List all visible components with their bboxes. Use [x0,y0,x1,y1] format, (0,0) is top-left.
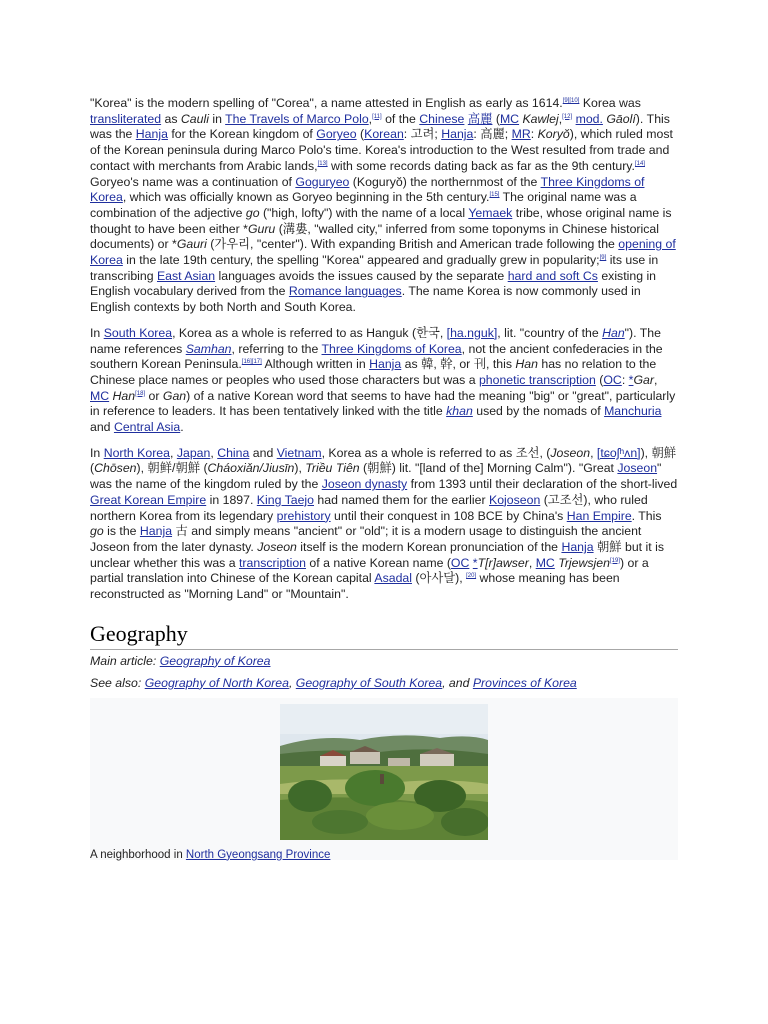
citation-link[interactable]: [9] [599,254,607,261]
text-run: ( [492,111,500,126]
text-run: . The name Korea is now commonly used in English contexts by both North and South Korea. [90,284,641,315]
text-run: of the [381,111,420,126]
inline-link[interactable]: 高麗 [467,111,493,126]
inline-link[interactable]: South Korea [103,325,173,340]
text-run: , [170,445,177,460]
see-also-note [90,674,678,692]
text-run: ( [356,127,365,142]
text-run: : [621,372,629,387]
inline-link[interactable]: Three Kingdoms of Korea [90,174,645,205]
text-run: In [90,325,104,340]
text-run: for the Korean kingdom of [167,127,317,142]
text-run: , not the ancient confederacies in the southern Korean Peninsula. [90,341,663,372]
text-run: had named them for the earlier [314,492,489,507]
text-run: has no relation to the Chinese place names or peoples who used those characters but was a [90,357,657,387]
text-run: T[r]awser [477,555,529,570]
inline-link[interactable]: phonetic transcription [478,372,596,387]
text-run: Korea was [579,96,641,110]
main-article-prefix: Main article: [90,653,160,668]
text-run: (Koguryŏ) the northernmost of the [349,174,541,189]
inline-link[interactable]: Great Korean Empire [90,492,207,507]
inline-link[interactable]: hard and soft Cs [507,268,598,283]
landscape-image [280,704,488,840]
text-run: Han [112,388,136,403]
text-run: , referring to the [231,341,322,356]
text-run: languages avoids the issues caused by the separate [215,268,508,283]
citation-ref[interactable] [242,359,262,365]
inline-link[interactable]: Han Empire [566,508,632,523]
text-run: The original name was a combination of the adjective [90,190,637,220]
text-run: ). This was the [90,111,670,142]
inline-link[interactable]: * [472,555,478,570]
text-run: ) or a partial translation into Chinese of the Korean capital [90,555,649,586]
text-run: , [590,445,597,460]
text-run: Gar [633,372,654,387]
main-article-link[interactable]: Geography of Korea [159,653,271,668]
inline-link[interactable]: transliterated [90,111,162,126]
main-article-note [90,652,678,670]
caption-prefix: A neighborhood in [90,848,186,861]
text-run: , lit. "country of the [497,325,603,340]
see-also-sep: , and [442,675,473,690]
citation-ref[interactable] [489,192,499,198]
citation-ref[interactable] [610,558,620,564]
text-run: ("high, lofty") with the name of a local [259,205,469,220]
text-run: , [558,111,563,126]
citation-ref[interactable] [466,573,476,579]
text-run: Cauli [180,111,209,126]
intro-paragraphs [90,96,678,603]
text-run: Chōsen [94,461,137,476]
text-run: Cháoxiǎn/Jiusīn [207,461,295,476]
inline-link[interactable]: Three Kingdoms of Korea [321,341,462,356]
inline-link[interactable]: Yemaek [468,205,513,220]
see-also-link-south[interactable]: Geography of South Korea [295,675,443,690]
inline-link[interactable]: OC [603,372,622,387]
text-run: whose meaning has been reconstructed as "Morning Land" or "Mountain". [90,571,620,602]
inline-link[interactable]: transcription [239,555,306,570]
text-run: (아사달), [411,571,467,586]
text-run: (고조선), who ruled northern Korea from its legendary [90,492,648,523]
text-run: Joseon [257,539,297,554]
inline-link[interactable]: Hanja [139,524,173,539]
paragraph [90,326,678,436]
citation-link[interactable]: [9][10] [562,97,580,104]
text-run: Triều Tiên [305,461,360,476]
inline-link[interactable]: Asadal [374,571,412,586]
citation-link[interactable]: [20] [466,573,477,580]
article-body [90,96,678,862]
inline-link[interactable]: [tɕoʃʰʌn] [596,445,641,460]
inline-link[interactable]: Hanja [561,539,594,554]
inline-link[interactable]: Chinese [419,111,465,126]
text-run: , [368,111,373,126]
figure-caption [90,848,678,862]
text-run: : 고려; [403,127,442,142]
text-run: , [653,372,658,387]
see-also-link-north[interactable]: Geography of North Korea [144,675,289,690]
text-run: ( [595,372,604,387]
text-run: Kawlej [522,111,559,126]
inline-link[interactable]: mod. [575,111,603,126]
text-run: ), 朝鲜/朝鮮 ( [136,461,208,476]
citation-link[interactable]: [13] [317,160,328,167]
citation-link[interactable]: [18] [135,390,146,397]
caption-link[interactable]: North Gyeongsang Province [185,848,331,861]
text-run: ), [294,461,306,476]
inline-link[interactable]: opening of Korea [90,237,676,268]
text-run: Gauri [176,237,207,252]
text-run: in [208,111,226,126]
text-run: until their conquest in 108 BCE by China's [330,508,567,523]
inline-link[interactable]: China [217,445,250,460]
inline-link[interactable]: Kojoseon [489,492,541,507]
inline-link[interactable]: The Travels of Marco Polo [225,111,369,126]
inline-link[interactable]: Korean [364,127,404,142]
citation-link[interactable]: [12] [562,113,573,120]
text-run: existing in English vocabulary derived from the [90,268,657,299]
citation-link[interactable]: [14] [634,160,645,167]
inline-link[interactable]: Central Asia [113,420,181,435]
inline-link[interactable]: North Korea [103,445,170,460]
text-run: ), 朝鮮 ( [90,445,677,476]
inline-link[interactable]: khan [446,404,473,419]
text-run: and [90,420,114,435]
inline-link[interactable]: MC [499,111,520,126]
text-run: go [245,205,260,220]
text-run: and [249,445,277,460]
text-run: "). The name references [90,325,661,356]
text-run: tribe, whose original name is thought to have been either * [90,205,672,236]
text-run: , which was officially known as Goryeo beginning in the 5th century. [122,190,490,205]
text-run: or [145,388,163,403]
text-run: , [210,445,218,460]
see-also-sep: , [288,675,296,690]
citation-ref[interactable] [372,114,382,120]
inline-link[interactable]: MC [535,555,555,570]
inline-link[interactable]: Samhan [185,341,232,356]
inline-link[interactable]: [ha.nɡuk] [446,325,498,340]
text-run: used by the nomads of [472,404,605,419]
inline-link[interactable]: Han [602,325,625,340]
text-run: : 高麗; [473,127,512,142]
text-run: Joseon [550,445,591,460]
text-run: Gan [162,388,187,403]
text-run: Goryeo's name was a continuation of [90,174,296,189]
inline-link[interactable]: King Taejo [256,492,314,507]
inline-link[interactable]: Japan [176,445,211,460]
text-run: : [530,127,538,142]
text-run: (溝婁, "walled city," inferred from some toponyms in Chinese historical documents) or * [90,221,659,252]
paragraph [90,96,678,316]
section-heading-geography: Geography [90,621,678,650]
text-run: (朝鮮) lit. "[land of the] Morning Calm"). "Great [359,461,618,476]
citation-ref[interactable] [318,161,328,167]
text-run: in the late 19th century, the spelling "Korea" appeared and gradually grew in popularity; [122,253,600,268]
text-run: 朝鮮 but it is unclear whether this was a [90,539,664,570]
text-run: itself is the modern Korean pronunciation of the [296,539,562,554]
text-run: as 韓, 幹, or 刊, this [401,357,516,372]
text-run: with some records dating back as far as the 9th century. [327,158,635,173]
text-run: , Korea as a whole is referred to as 조선, ( [321,445,551,460]
text-run: from 1393 until their declaration of the short-lived [407,477,678,492]
citation-ref[interactable] [135,391,145,397]
neighborhood-photo[interactable] [280,704,488,840]
text-run: " was the name of the kingdom ruled by the [90,461,662,492]
inline-link[interactable]: MR [511,127,531,142]
text-run: , [528,555,536,570]
inline-link[interactable]: Vietnam [276,445,322,460]
text-run: . [180,420,184,435]
citation-link[interactable]: [15] [489,192,500,199]
text-run: in 1897. [206,492,257,507]
citation-link[interactable]: [19] [609,557,620,564]
paragraph [90,446,678,603]
inline-link[interactable]: Hanja [135,127,168,142]
text-run: 古 and simply means "ancient" or "old"; it is a modern usage to distinguish the ancient Joseon from the later dynasty. [90,524,642,554]
citation-ref[interactable] [562,114,572,120]
text-run: Koryŏ [537,127,570,142]
see-also-prefix: See also: [90,675,145,690]
inline-link[interactable]: Joseon dynasty [321,477,408,492]
inline-link[interactable]: Goryeo [316,127,357,142]
citation-link[interactable]: [11] [372,113,382,120]
see-also-link-provinces[interactable]: Provinces of Korea [472,675,577,690]
inline-link[interactable]: Romance languages [288,284,402,299]
citation-link[interactable]: [16][17] [241,359,262,366]
text-run: (가우리, "center"). With expanding British and American trade following the [206,237,619,252]
figure-thumbnail [90,698,678,860]
text-run: is the [103,524,140,539]
text-run: go [90,524,104,539]
inline-link[interactable]: prehistory [276,508,331,523]
text-run: , Korea as a whole is referred to as Hanguk (한국, [172,325,447,340]
inline-link[interactable]: MC [90,388,110,403]
text-run: Gāolí [606,111,636,126]
citation-ref[interactable] [635,161,645,167]
text-run: Han [515,357,538,372]
inline-link[interactable]: Goguryeo [295,174,350,189]
text-run: In [90,445,104,460]
text-run: "Korea" is the modern spelling of "Corea", a name attested in English as early as 1614. [90,96,563,110]
text-run: ) of a native Korean word that seems to have had the meaning "big" or "great", particularly in reference to leaders. It has been tentatively linked with the title [90,388,676,419]
inline-link[interactable]: Hanja [369,357,402,372]
inline-link[interactable]: * [628,372,634,387]
citation-ref[interactable] [563,98,580,104]
text-run: Trjewsjen [558,555,610,570]
text-run: . This [631,508,662,523]
inline-link[interactable]: Joseon [617,461,658,476]
inline-link[interactable]: Manchuria [604,404,662,419]
text-run: ), which ruled most of the Korean peninsula during Marco Polo's time. Korea's introduction to the West resulted from trade and contact with merchants from Arabic lands, [90,127,673,173]
text-run: as [161,111,181,126]
text-run: Guru [247,221,276,236]
inline-link[interactable]: East Asian [156,268,216,283]
inline-link[interactable]: Hanja [441,127,474,142]
inline-link[interactable]: OC [450,555,470,570]
text-run: of a native Korean name ( [306,555,451,570]
text-run: its use in transcribing [90,253,659,283]
text-run: Although written in [261,357,370,372]
